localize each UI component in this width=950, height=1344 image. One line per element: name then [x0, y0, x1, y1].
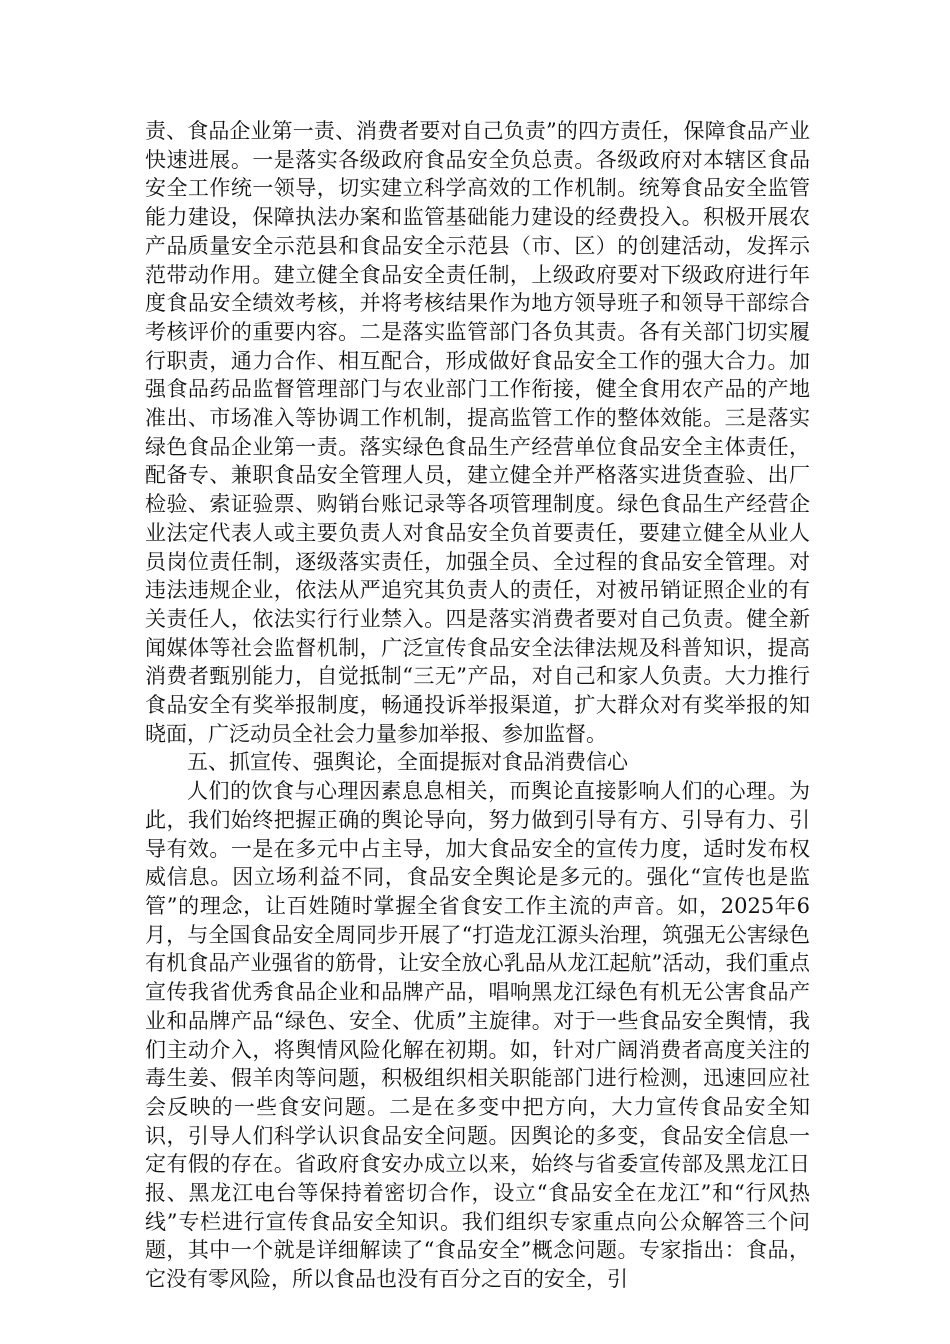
- document-page: [145, 117, 810, 1294]
- paragraph-responsibilities: 责、食品企业第一责、消费者要对自己负责”的四方责任，保障食品产业快速进展。一是落实各级政府食品安全负总责。各级政府对本辖区食品安全工作统一领导，切实建立科学高效的工作机制。统筹食品安全监管能力建设，保障执法办案和监管基础能力建设的经费投入。积极开展农产品质量安全示范县和食品安全示范县（市、区）的创建活动，发挥示范带动作用。建立健全食品安全责任制，上级政府要对下级政府进行年度食品安全绩效考核，并将考核结果作为地方领导班子和领导干部综合考核评价的重要内容。二是落实监管部门各负其责。各有关部门切实履行职责，通力合作、相互配合，形成做好食品安全工作的强大合力。加强食品药品监督管理部门与农业部门工作衔接，健全食用农产品的产地准出、市场准入等协调工作机制，提高监管工作的整体效能。三是落实绿色食品企业第一责。落实绿色食品生产经营单位食品安全主体责任，配备专、兼职食品安全管理人员，建立健全并严格落实进货查验、出厂检验、索证验票、购销台账记录等各项管理制度。绿色食品生产经营企业法定代表人或主要负责人对食品安全负首要责任，要建立健全从业人员岗位责任制，逐级落实责任，加强全员、全过程的食品安全管理。对违法违规企业，依法从严追究其负责人的责任，对被吊销证照企业的有关责任人，依法实行行业禁入。四是落实消费者要对自己负责。健全新闻媒体等社会监督机制，广泛宣传食品安全法律法规及科普知识，提高消费者甄别能力，自觉抵制“三无”产品，对自己和家人负责。大力推行食品安全有奖举报制度，畅通投诉举报渠道，扩大群众对有奖举报的知晓面，广泛动员全社会力量参加举报、参加监督。: [145, 119, 810, 746]
- paragraph-publicity: 人们的饮食与心理因素息息相关，而舆论直接影响人们的心理。为此，我们始终把握正确的舆论导向，努力做到引导有方、引导有力、引导有效。一是在多元中占主导，加大食品安全的宣传力度，适时发布权威信息。因立场利益不同，食品安全舆论是多元的。强化“宣传也是监管”的理念，让百姓随时掌握全省食安工作主流的声音。如，2025年6月，与全国食品安全周同步开展了“打造龙江源头治理，筑强无公害绿色有机食品产业强省的筋骨，让安全放心乳品从龙江起航”活动，我们重点宣传我省优秀食品企业和品牌产品，唱响黑龙江绿色有机无公害食品产业和品牌产品“绿色、安全、优质”主旋律。对于一些食品安全舆情，我们主动介入，将舆情风险化解在初期。如，针对广阔消费者高度关注的毒生姜、假羊肉等问题，积极组织相关职能部门进行检测，迅速回应社会反映的一些食安问题。二是在多变中把方向，大力宣传食品安全知识，引导人们科学认识食品安全问题。因舆论的多变，食品安全信息一定有假的存在。省政府食安办成立以来，始终与省委宣传部及黑龙江日报、黑龙江电台等保持着密切合作，设立“食品安全在龙江”和“行风热线”专栏进行宣传食品安全知识。我们组织专家重点向公众解答三个问题，其中一个就是详细解读了“食品安全”概念问题。专家指出：食品，它没有零风险，所以食品也没有百分之百的安全，引: [145, 779, 810, 1292]
- section-heading-five: 五、抓宣传、强舆论，全面提振对食品消费信心: [187, 750, 628, 775]
